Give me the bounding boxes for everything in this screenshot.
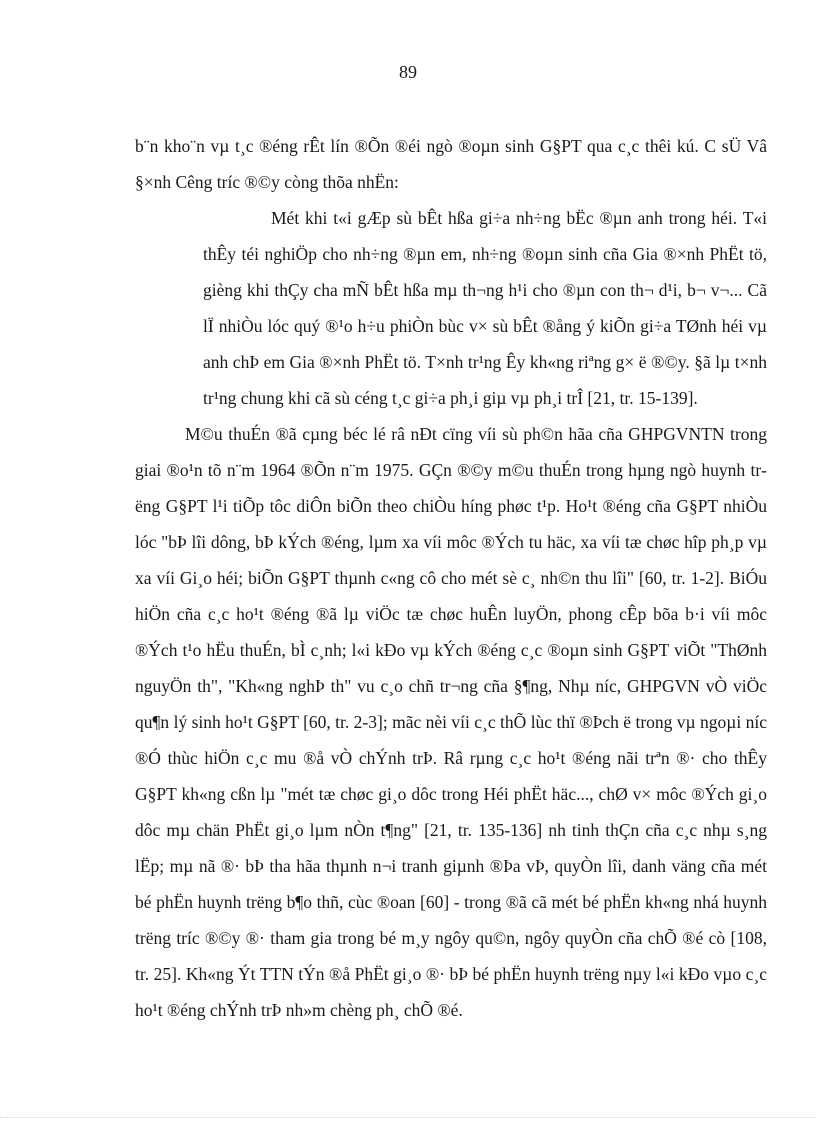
paragraph-intro: b¨n kho¨n vµ t¸c ®éng rÊt lín ®Õn ®éi ngò ®oµn sinh G§PT qua c¸c thêi kú. C sÜ Vâ §×nh Cêng tríc ®©y còng thõa nhËn: — [135, 136, 767, 192]
paragraph-main: M©u thuÉn ®ã cµng béc lé râ nÐt cïng víi sù ph©n hãa cña GHPGVNTN trong giai ®o¹n tõ n¨m 1964 ®Õn n¨m 1975. GÇn ®©y m©u thuÉn trong hµng ngò huynh trëng G§PT l¹i tiÕp tôc diÔn biÕn theo chiÒu híng phøc t¹p. Ho¹t ®éng cña G§PT nhiÒu lóc "bÞ lîi dông, bÞ kÝch ®éng, lµm xa víi môc ®Ých tu häc, xa víi tæ chøc hîp ph¸p vµ xa víi Gi¸o héi; biÕn G§PT thµnh c«ng cô cho mét sè c¸ nh©n thu lîi" [60, tr. 1-2]. BiÓu hiÖn cña c¸c ho¹t ®éng ®ã lµ viÖc tæ chøc huÊn luyÖn, phong cÊp bõa b·i víi môc ®Ých t¹o hËu thuÉn, bÌ c¸nh; l«i kÐo vµ kÝch ®éng c¸c ®oµn sinh G§PT viÕt "ThØnh nguyÖn th", "Kh«ng nghÞ th" vu c¸o chñ tr¬ng cña §¶ng, Nhµ níc, GHPGVN vÒ viÖc qu¶n lý sinh ho¹t G§PT [60, tr. 2-3]; mãc nèi víi c¸c thÕ lùc thï ®Þch ë trong vµ ngoµi níc ®Ó thùc hiÖn c¸c mu ®å vÒ chÝnh trÞ. Râ rµng c¸c ho¹t ®éng nãi trªn ®· cho thÊy G§PT kh«ng cßn lµ "mét tæ chøc gi¸o dôc trong Héi phËt häc..., chØ v× môc ®Ých gi¸o dôc mµ chän PhËt gi¸o lµm nÒn t¶ng" [21, tr. 135-136] nh tinh thÇn cña c¸c nhµ s¸ng lËp; mµ nã ®· bÞ tha hãa thµnh n¬i tranh giµnh ®Þa vÞ, quyÒn lîi, danh väng cña mét bé phËn huynh trëng b¶o thñ, cùc ®oan [60] - trong ®ã cã mét bé phËn kh«ng nhá huynh trëng tríc ®©y ®· tham gia trong bé m¸y ngôy qu©n, ngôy quyÒn cña chÕ ®é cò [108, tr. 25]. Kh«ng Ýt TTN tÝn ®å PhËt gi¸o ®· bÞ bé phËn huynh trëng nµy l«i kÐo vµo c¸c ho¹t ®éng chÝnh trÞ nh»m chèng ph¸ chÕ ®é. — [135, 424, 767, 1020]
page-number: 89 — [399, 62, 417, 82]
document-body — [135, 128, 767, 1028]
block-quote: Mét khi t«i gÆp sù bÊt hßa gi÷a nh÷ng bËc ®µn anh trong héi. T«i thÊy téi nghiÖp cho nh÷ng ®µn em, nh÷ng ®oµn sinh cña Gia ®×nh PhËt tö, gièng khi thÇy cha mÑ bÊt hßa mµ th¬ng h¹i cho ®µn con th¬ d¹i, b¬ v¬... Cã lÏ nhiÒu lóc quý ®¹o h÷u phiÒn bùc v× sù bÊt ®ång ý kiÕn gi÷a TØnh héi vµ anh chÞ em Gia ®×nh PhËt tö. T×nh tr¹ng Êy kh«ng riªng g× ë ®©y. §ã lµ t×nh tr¹ng chung khi cã sù céng t¸c gi÷a ph¸i giµ vµ ph¸i trÎ [21, tr. 15-139]. — [203, 208, 767, 408]
page-bottom-edge — [0, 1117, 816, 1118]
